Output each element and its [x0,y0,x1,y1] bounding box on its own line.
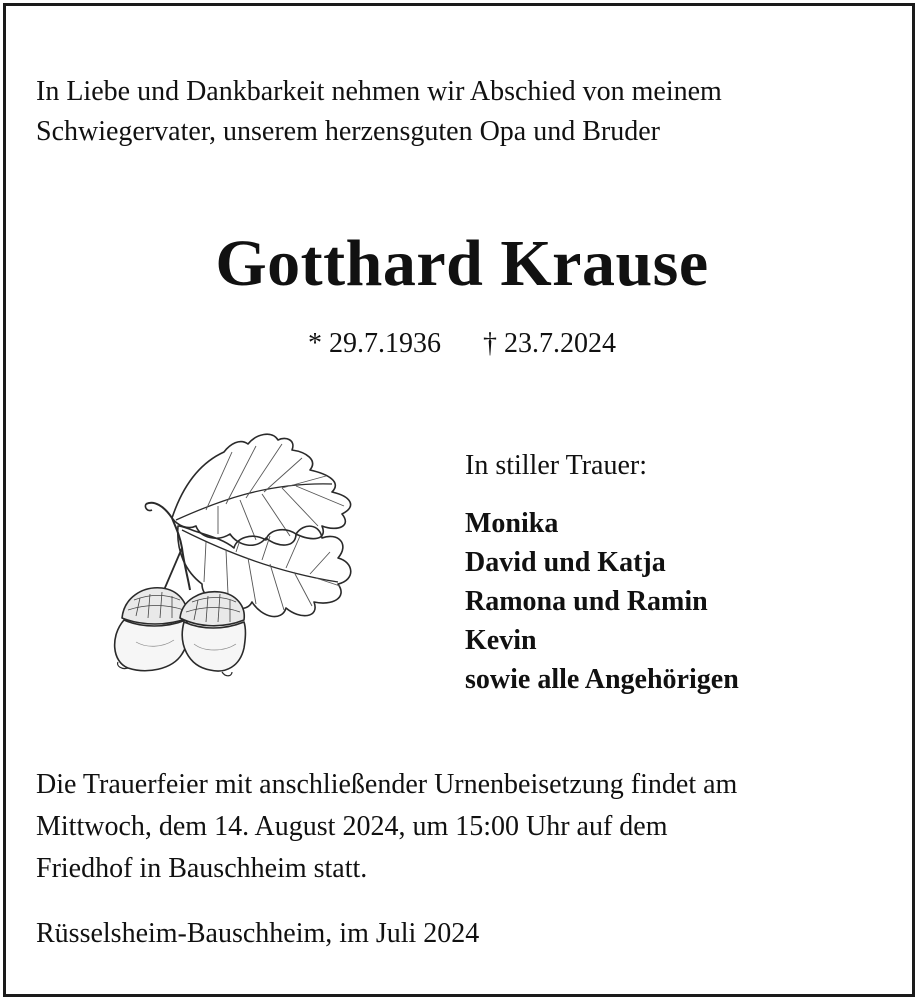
deceased-name: Gotthard Krause [215,227,709,300]
mourner-name: Monika [465,508,559,539]
obituary-frame [3,3,915,997]
mourner-name: David und Katja [465,547,666,578]
funeral-service-text [36,764,906,890]
mourners-list [465,504,905,699]
mourner-name: Ramona und Ramin [465,586,708,617]
mourner-name: Kevin [465,625,537,656]
place-and-date: Rüsselsheim-Bauschheim, im Juli 2024 [36,918,480,949]
service-line-1: Die Trauerfeier mit anschließender Urnenbeisetzung findet am [36,769,738,800]
service-line-3: Friedhof in Bauschheim statt. [36,853,368,884]
mourners-block [465,446,905,699]
intro-line-1: In Liebe und Dankbarkeit nehmen wir Abschied von meinem [36,76,722,107]
intro-text [36,72,906,152]
intro-line-2: Schwiegervater, unserem herzensguten Opa und Bruder [36,116,660,147]
mourners-heading: In stiller Trauer: [465,450,647,481]
service-line-2: Mittwoch, dem 14. August 2024, um 15:00 Uhr auf dem [36,811,668,842]
birth-date: * 29.7.1936 [308,328,441,359]
death-date: † 23.7.2024 [483,328,616,359]
life-dates [6,324,918,364]
oak-leaf-acorn-icon [106,422,368,678]
mourner-name: sowie alle Angehörigen [465,664,739,695]
